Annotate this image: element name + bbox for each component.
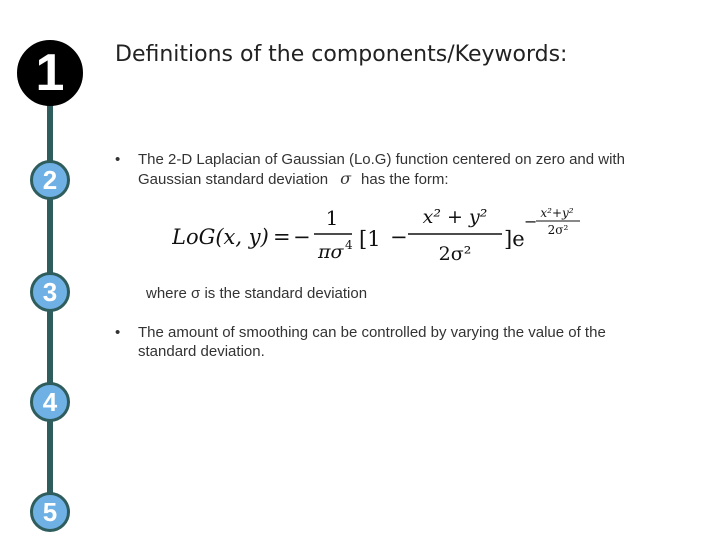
- formula-minus-2: −: [390, 225, 408, 249]
- bullet-line-2-suffix: has the form:: [361, 171, 449, 188]
- bullet-line-2-text: Gaussian standard deviation: [138, 171, 329, 188]
- frac1-numerator: 1: [325, 206, 339, 230]
- bullet-text: [138, 150, 668, 189]
- frac2-denominator: 2σ²: [438, 243, 472, 265]
- step-2-badge[interactable]: 2: [30, 160, 70, 200]
- bracket-close-exp-base: ]e: [504, 227, 525, 251]
- exp-numerator: x²+y²: [540, 206, 574, 220]
- bullet-dot: •: [115, 151, 121, 168]
- log-formula: [172, 200, 592, 266]
- step-3-badge[interactable]: 3: [30, 272, 70, 312]
- bracket-open: [1: [359, 227, 381, 251]
- sigma-note: where σ is the standard deviation: [146, 285, 368, 302]
- bullet-line-2: [138, 169, 668, 189]
- bullet-smoothing-text: The amount of smoothing can be controlled by varying the value of the standard deviation.: [138, 324, 606, 360]
- bullet-dot: •: [115, 324, 121, 341]
- step-5-badge[interactable]: 5: [30, 492, 70, 532]
- step-1-badge[interactable]: 1: [17, 40, 83, 106]
- exp-minus: −: [524, 212, 538, 231]
- exp-denominator: 2σ²: [547, 223, 569, 237]
- bullet-line-1: The 2-D Laplacian of Gaussian (Lo.G) function centered on zero and with: [138, 151, 625, 168]
- formula-minus: −: [293, 225, 311, 249]
- frac2-numerator: x² + y²: [422, 206, 488, 228]
- frac1-denominator: πσ: [318, 241, 344, 263]
- step-4-badge[interactable]: 4: [30, 382, 70, 422]
- formula-lhs: LoG(x, y): [172, 225, 269, 249]
- sigma-symbol: σ: [340, 169, 352, 188]
- frac1-den-exponent: 4: [345, 238, 353, 252]
- formula-equals: =: [273, 225, 291, 249]
- slide-title: Definitions of the components/Keywords:: [115, 42, 568, 67]
